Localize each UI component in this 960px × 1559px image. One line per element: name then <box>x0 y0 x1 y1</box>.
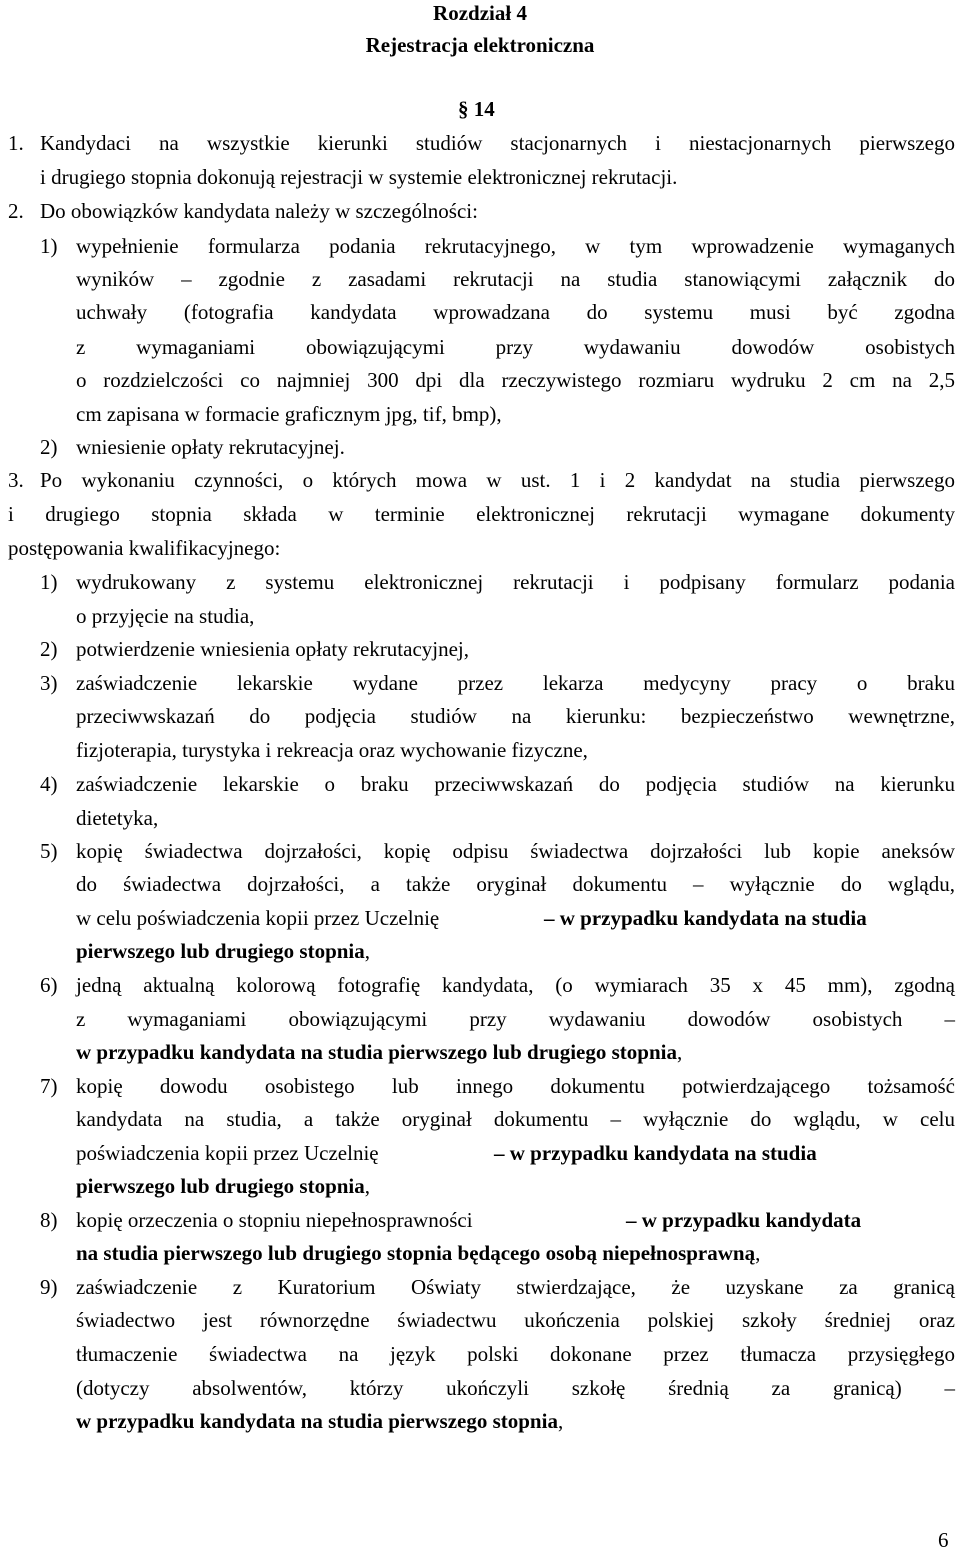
text-line: przeciwwskazań do podjęcia studiów na kierunku: bezpieczeństwo wewnętrzne, <box>76 704 955 728</box>
text-line: zaświadczenie z Kuratorium Oświaty stwierdzające, że uzyskane za granicą <box>76 1275 955 1299</box>
list-number: 3) <box>40 671 58 695</box>
list-number: 8) <box>40 1208 58 1232</box>
text-line: do świadectwa dojrzałości, a także oryginał dokumentu – wyłącznie do wglądu, <box>76 872 955 896</box>
text-line <box>76 1408 563 1434</box>
text-line: w celu poświadczenia kopii przez Uczelnię <box>76 906 440 930</box>
text-line: Po wykonaniu czynności, o których mowa w ust. 1 i 2 kandydat na studia pierwszego <box>40 468 955 492</box>
list-number: 1. <box>8 131 24 155</box>
page-number: 6 <box>938 1528 949 1552</box>
text-line: (dotyczy absolwentów, którzy ukończyli szkołę średnią za granicą) – <box>76 1376 955 1400</box>
text-line: zaświadczenie lekarskie wydane przez lekarza medycyny pracy o braku <box>76 671 955 695</box>
bold-text: w przypadku kandydata na studia pierwszego lub drugiego stopnia <box>76 1040 677 1064</box>
bold-text: – w przypadku kandydata na studia <box>544 906 867 930</box>
list-number: 2) <box>40 637 58 661</box>
text-line: postępowania kwalifikacyjnego: <box>8 536 281 560</box>
list-number: 2) <box>40 435 58 459</box>
text-line: świadectwo jest równorzędne świadectwu ukończenia polskiej szkoły średniej oraz <box>76 1308 955 1332</box>
text-line: potwierdzenie wniesienia opłaty rekrutacyjnej, <box>76 637 470 661</box>
list-number: 9) <box>40 1275 58 1299</box>
text-line: wyników – zgodnie z zasadami rekrutacji na studia stanowiącymi załącznik do <box>76 267 955 291</box>
text-line <box>76 1039 682 1065</box>
bold-text: na studia pierwszego lub drugiego stopnia będącego osobą niepełnosprawną <box>76 1241 756 1265</box>
text-line: dietetyka, <box>76 806 159 830</box>
text-line: i drugiego stopnia dokonują rejestracji w systemie elektronicznej rekrutacji. <box>40 165 678 189</box>
text-line: fizjoterapia, turystyka i rekreacja oraz wychowanie fizyczne, <box>76 738 588 762</box>
bold-text: w przypadku kandydata na studia pierwszego stopnia <box>76 1409 558 1433</box>
text-line: i drugiego stopnia składa w terminie elektronicznej rekrutacji wymagane dokumenty <box>8 502 955 526</box>
bold-text: – w przypadku kandydata <box>626 1208 862 1232</box>
punctuation: , <box>676 1040 683 1064</box>
text-line <box>76 938 370 964</box>
punctuation: , <box>755 1241 761 1265</box>
bold-text: pierwszego lub drugiego stopnia <box>76 939 365 963</box>
text-line: kandydata na studia, a także oryginał dokumentu – wyłącznie do wglądu, w celu <box>76 1107 955 1131</box>
punctuation: , <box>364 1174 371 1198</box>
text-line: tłumaczenie świadectwa na język polski dokonane przez tłumacza przysięgłego <box>76 1342 955 1366</box>
text-line: cm zapisana w formacie graficznym jpg, tif, bmp), <box>76 402 502 426</box>
text-line: kopię świadectwa dojrzałości, kopię odpisu świadectwa dojrzałości lub kopie aneksów <box>76 839 955 863</box>
text-line: Kandydaci na wszystkie kierunki studiów stacjonarnych i niestacjonarnych pierwszego <box>40 131 955 155</box>
list-number: 7) <box>40 1074 58 1098</box>
text-line: wniesienie opłaty rekrutacyjnej. <box>76 435 345 459</box>
text-line: kopię dowodu osobistego lub innego dokumentu potwierdzającego tożsamość <box>76 1074 955 1098</box>
punctuation: , <box>557 1409 564 1433</box>
list-number: 1) <box>40 234 58 258</box>
text-line: jedną aktualną kolorową fotografię kandydata, (o wymiarach 35 x 45 mm), zgodną <box>76 973 955 997</box>
text-line: z wymaganiami obowiązującymi przy wydawaniu dowodów osobistych – <box>76 1007 955 1031</box>
text-line <box>76 1173 370 1199</box>
text-line: wypełnienie formularza podania rekrutacyjnego, w tym wprowadzenie wymaganych <box>76 234 955 258</box>
text-line: poświadczenia kopii przez Uczelnię <box>76 1141 379 1165</box>
text-line: Do obowiązków kandydata należy w szczególności: <box>40 199 478 223</box>
section-marker: § 14 <box>458 97 495 121</box>
list-number: 4) <box>40 772 58 796</box>
text-line: zaświadczenie lekarskie o braku przeciwwskazań do podjęcia studiów na kierunku <box>76 772 955 796</box>
text-line: o przyjęcie na studia, <box>76 604 255 628</box>
bold-text: – w przypadku kandydata na studia <box>494 1141 817 1165</box>
list-number: 6) <box>40 973 58 997</box>
text-line: o rozdzielczości co najmniej 300 dpi dla rzeczywistego rozmiaru wydruku 2 cm na 2,5 <box>76 368 955 392</box>
text-line: wydrukowany z systemu elektronicznej rekrutacji i podpisany formularz podania <box>76 570 955 594</box>
text-line: z wymaganiami obowiązującymi przy wydawaniu dowodów osobistych <box>76 335 955 359</box>
bold-text: pierwszego lub drugiego stopnia <box>76 1174 365 1198</box>
list-number: 2. <box>8 199 24 223</box>
list-number: 3. <box>8 468 24 492</box>
text-line: uchwały (fotografia kandydata wprowadzana do systemu musi być zgodna <box>76 300 955 324</box>
punctuation: , <box>364 939 371 963</box>
list-number: 5) <box>40 839 58 863</box>
text-line <box>76 1240 760 1266</box>
chapter-title: Rejestracja elektroniczna <box>365 33 595 57</box>
list-number: 1) <box>40 570 58 594</box>
text-line: kopię orzeczenia o stopniu niepełnosprawności <box>76 1208 473 1232</box>
chapter-number: Rozdział 4 <box>433 1 527 25</box>
